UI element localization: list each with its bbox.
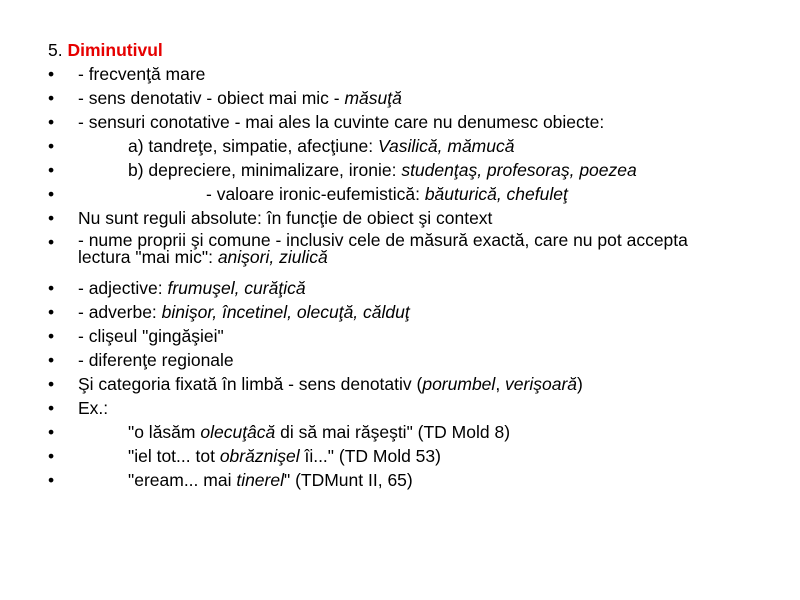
text-run: - adverbe:: [78, 302, 162, 322]
list-item-text: [78, 208, 748, 228]
bullet-marker: •: [48, 112, 55, 132]
bullet-marker: •: [48, 470, 55, 490]
text-run: - diferenţe regionale: [78, 350, 234, 370]
text-run: "iel tot... tot: [128, 446, 220, 466]
list-item-text: [78, 112, 748, 132]
text-run: - clişeul "gingăşiei": [78, 326, 224, 346]
example-term: Vasilică, mămucă: [378, 136, 515, 156]
example-term: studenţaş, profesoraş, poezea: [401, 160, 637, 180]
bullet-marker: •: [48, 398, 55, 418]
bullet-marker: •: [48, 208, 55, 228]
bullet-marker: •: [48, 326, 55, 346]
text-run: " (TDMunt II, 65): [284, 470, 413, 490]
text-run: Şi categoria fixată în limbă - sens denotativ (: [78, 374, 423, 394]
bullet-marker: •: [48, 350, 55, 370]
example-term: anişori, ziulică: [217, 247, 328, 267]
text-run: - adjective:: [78, 278, 168, 298]
list-item-text: [128, 470, 798, 490]
list-item-text: [78, 350, 748, 370]
list-item-text: [78, 64, 748, 84]
example-term: olecuţâcă: [200, 422, 276, 442]
bullet-marker: •: [48, 160, 55, 180]
example-term: măsuţă: [344, 88, 402, 108]
text-run: - sensuri conotative - mai ales la cuvinte care nu denumesc obiecte:: [78, 112, 605, 132]
text-run: b) depreciere, minimalizare, ironie:: [128, 160, 402, 180]
text-run: - valoare ironic-eufemistică:: [206, 184, 425, 204]
bullet-marker: •: [48, 422, 55, 442]
text-run: "eream... mai: [128, 470, 237, 490]
text-run: "o lăsăm: [128, 422, 201, 442]
example-term: tinerel: [236, 470, 284, 490]
list-item-text: [78, 326, 748, 346]
example-term: frumuşel, curăţică: [167, 278, 306, 298]
example-term: porumbel: [422, 374, 496, 394]
list-item-text: [78, 88, 748, 108]
list-item-text: [128, 446, 798, 466]
text-run: di să mai răşeşti" (TD Mold 8): [275, 422, 511, 442]
text-run: - sens denotativ - obiect mai mic -: [78, 88, 345, 108]
text-run: - frecvenţă mare: [78, 64, 206, 84]
bullet-marker: •: [48, 184, 55, 204]
list-item-text: [78, 302, 748, 322]
bullet-marker: •: [48, 278, 55, 298]
list-item-text: [206, 184, 800, 204]
list-item-text: [128, 136, 798, 156]
example-term: binişor, încetinel, olecuţă, călduţ: [161, 302, 410, 322]
bullet-marker: •: [48, 232, 55, 252]
text-run: ): [577, 374, 583, 394]
text-run: ,: [495, 374, 506, 394]
list-item-text: [128, 422, 798, 442]
slide-heading: [48, 40, 163, 60]
text-run: îi..." (TD Mold 53): [299, 446, 441, 466]
bullet-marker: •: [48, 88, 55, 108]
list-item-text: [78, 278, 748, 298]
bullet-marker: •: [48, 302, 55, 322]
example-term: băuturică, chefuleţ: [424, 184, 568, 204]
bullet-marker: •: [48, 64, 55, 84]
text-run: Nu sunt reguli absolute: în funcţie de obiect şi context: [78, 208, 493, 228]
text-run: a) tandreţe, simpatie, afecţiune:: [128, 136, 378, 156]
list-item-text: [78, 232, 708, 266]
example-term: obrăznişel: [219, 446, 300, 466]
example-term: verişoară: [505, 374, 578, 394]
list-item-text: [78, 374, 748, 394]
heading-number: 5.: [48, 40, 68, 60]
list-item-text: [78, 398, 748, 418]
bullet-marker: •: [48, 374, 55, 394]
list-item-text: [128, 160, 798, 180]
bullet-marker: •: [48, 136, 55, 156]
text-run: Ex.:: [78, 398, 109, 418]
bullet-marker: •: [48, 446, 55, 466]
heading-title: Diminutivul: [67, 40, 163, 60]
text-run: - nume proprii şi comune - inclusiv cele de măsură exactă, care nu pot accepta lectura "mai mic":: [78, 230, 688, 267]
